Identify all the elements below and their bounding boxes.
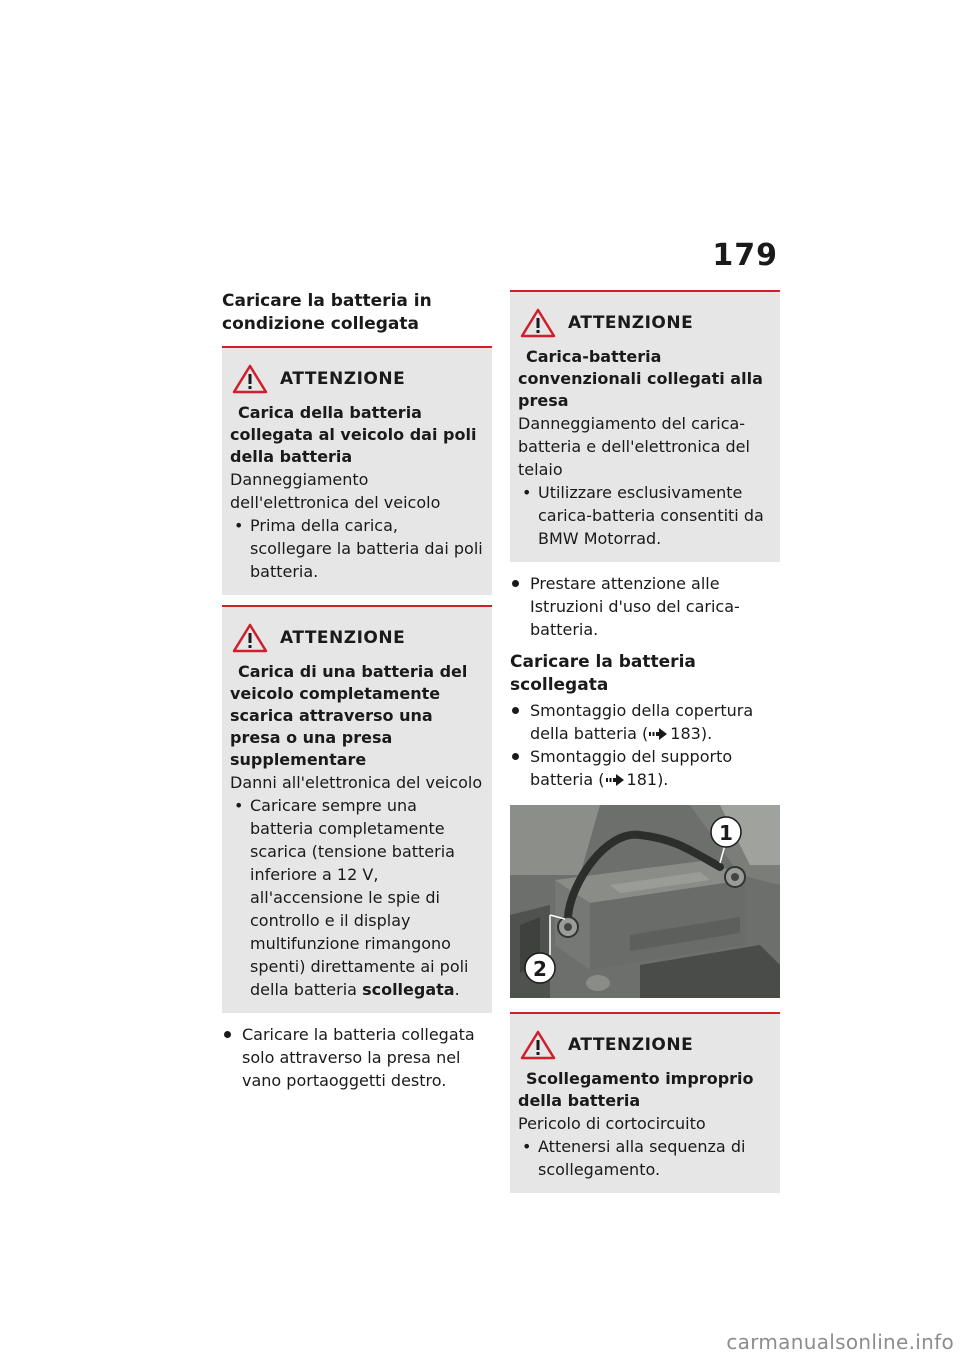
- warning-header: [230, 623, 484, 653]
- warning-subtitle: Carica di una batteria del veicolo completamente scarica attraverso una presa o una presa supplementare: [230, 662, 468, 769]
- photo-label-2: 2: [533, 957, 547, 981]
- bullet-list: [510, 572, 780, 641]
- page-reference[interactable]: 183: [670, 724, 701, 743]
- left-column: [222, 290, 492, 1102]
- page-reference-arrow-icon: [606, 774, 624, 786]
- warning-triangle-icon: [232, 364, 268, 394]
- warning-list: [230, 514, 484, 583]
- warning-title: ATTENZIONE: [568, 313, 694, 333]
- warning-description: Danni all'elettronica del veicolo: [230, 773, 483, 792]
- battery-photo: [510, 805, 780, 998]
- warning-list: [518, 1135, 772, 1181]
- warning-list-item: • Prima della carica, scollegare la batteria dai poli batteria.: [230, 514, 484, 583]
- warning-item-emphasis: scollegata: [362, 980, 455, 999]
- warning-description: Danneggiamento dell'elettronica del veicolo: [230, 470, 441, 512]
- warning-list: [230, 794, 484, 1001]
- warning-header: [518, 1030, 772, 1060]
- bullet-item: Prestare attenzione alle Istruzioni d'uso del carica-batteria.: [510, 572, 780, 641]
- warning-box-2: [222, 605, 492, 1013]
- warning-list-item: • Utilizzare esclusivamente carica-batteria consentiti da BMW Motorrad.: [518, 481, 772, 550]
- page-reference-arrow-icon: [649, 728, 667, 740]
- step-text: Smontaggio della copertura della batteria (: [530, 701, 754, 743]
- step-end: ).: [700, 724, 713, 743]
- warning-description: Pericolo di cortocircuito: [518, 1114, 706, 1133]
- warning-triangle-icon: [520, 308, 556, 338]
- photo-label-1: 1: [719, 821, 733, 845]
- warning-box-4: [510, 1012, 780, 1193]
- warning-triangle-icon: [520, 1030, 556, 1060]
- section-heading-connected: Caricare la batteria in condizione collegata: [222, 291, 432, 334]
- warning-title: ATTENZIONE: [568, 1035, 694, 1055]
- warning-item-text: Caricare sempre una batteria completamente scarica (tensione batteria inferiore a 12 V, all'accensione le spie di controllo e il display multifunzione rimangono spenti) direttamente ai poli della batteria: [250, 796, 469, 999]
- step-end: ).: [657, 770, 669, 789]
- warning-triangle-icon: [232, 623, 268, 653]
- step-item: [510, 745, 780, 791]
- warning-list: [518, 481, 772, 550]
- warning-subtitle: Carica della batteria collegata al veicolo dai poli della batteria: [230, 403, 477, 466]
- page-number: 179: [712, 238, 778, 273]
- step-item: [510, 699, 780, 745]
- warning-item-end: .: [454, 980, 460, 999]
- bullet-list: [222, 1023, 492, 1092]
- warning-title: ATTENZIONE: [280, 628, 406, 648]
- page-reference[interactable]: 181: [626, 770, 658, 789]
- warning-list-item: • Attenersi alla sequenza di scollegamento.: [518, 1135, 772, 1181]
- bullet-item: Caricare la batteria collegata solo attraverso la presa nel vano portaoggetti destro.: [222, 1023, 492, 1092]
- section-heading-disconnected: Caricare la batteria scollegata: [510, 652, 696, 695]
- warning-header: [230, 364, 484, 394]
- warning-header: [518, 308, 772, 338]
- warning-box-1: [222, 346, 492, 595]
- warning-list-item: [230, 794, 484, 1001]
- warning-description: Danneggiamento del carica-batteria e dell'elettronica del telaio: [518, 414, 750, 479]
- warning-subtitle: Carica-batteria convenzionali collegati alla presa: [518, 347, 763, 410]
- step-text: Smontaggio del supporto batteria (: [530, 747, 733, 789]
- warning-subtitle: Scollegamento improprio della batteria: [518, 1069, 754, 1110]
- warning-title: ATTENZIONE: [280, 369, 406, 389]
- right-column: [510, 290, 780, 1203]
- step-list: [510, 699, 780, 791]
- warning-box-3: [510, 290, 780, 562]
- footer-watermark: carmanualsonline.info: [726, 1330, 954, 1354]
